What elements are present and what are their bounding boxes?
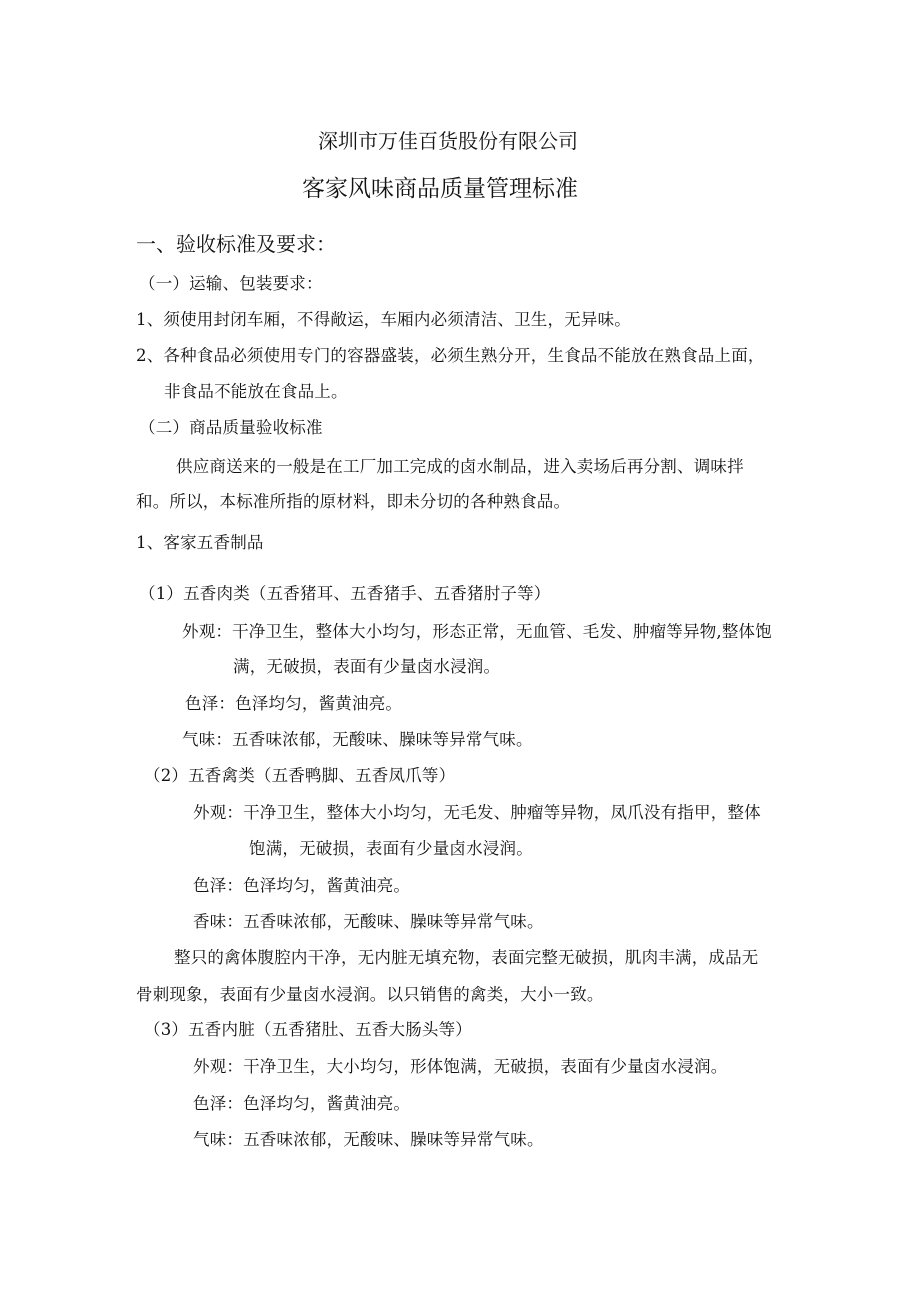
list-item-continuation: 非食品不能放在食品上。 xyxy=(164,382,348,401)
list-item: 2、各种食品必须使用专门的容器盛装，必须生熟分开，生食品不能放在熟食品上面， xyxy=(136,346,765,365)
paragraph-line: 整只的禽体腹腔内干净，无内脏无填充物，表面完整无破损，肌肉丰满，成品无 xyxy=(174,948,759,967)
appearance-line: 满，无破损，表面有少量卤水浸润。 xyxy=(233,657,501,676)
subsection-heading: （一）运输、包装要求： xyxy=(139,274,323,293)
smell-line: 气味：五香味浓郁，无酸味、臊味等异常气味。 xyxy=(193,1130,544,1149)
color-line: 色泽：色泽均匀，酱黄油亮。 xyxy=(193,1094,411,1113)
smell-line: 香味：五香味浓郁，无酸味、臊味等异常气味。 xyxy=(193,912,544,931)
paragraph-line: 供应商送来的一般是在工厂加工完成的卤水制品，进入卖场后再分割、调味拌 xyxy=(176,457,744,476)
appearance-line: 饱满，无破损，表面有少量卤水浸润。 xyxy=(249,839,533,858)
appearance-line: 外观：干净卫生，大小均匀，形体饱满，无破损，表面有少量卤水浸润。 xyxy=(193,1057,728,1076)
list-item: 1、须使用封闭车厢，不得敞运，车厢内必须清洁、卫生，无异味。 xyxy=(136,310,631,329)
document-title: 客家风味商品质量管理标准 xyxy=(302,176,578,202)
company-name: 深圳市万佳百货股份有限公司 xyxy=(318,129,578,153)
smell-line: 气味：五香味浓郁，无酸味、臊味等异常气味。 xyxy=(182,730,533,749)
subsection-heading: （二）商品质量验收标准 xyxy=(139,418,323,437)
color-line: 色泽：色泽均匀，酱黄油亮。 xyxy=(193,876,411,895)
product-heading: （3）五香内脏（五香猪肚、五香大肠头等） xyxy=(144,1020,472,1039)
product-heading: （2）五香禽类（五香鸭脚、五香凤爪等） xyxy=(144,766,456,785)
appearance-line: 外观：干净卫生，整体大小均匀，无毛发、肿瘤等异物，凤爪没有指甲，整体 xyxy=(193,803,761,822)
paragraph-line: 和。所以，本标准所指的原材料，即未分切的各种熟食品。 xyxy=(136,492,571,511)
paragraph-line: 骨刺现象，表面有少量卤水浸润。以只销售的禽类，大小一致。 xyxy=(136,985,604,1004)
color-line: 色泽：色泽均匀，酱黄油亮。 xyxy=(185,694,403,713)
product-heading: （1）五香肉类（五香猪耳、五香猪手、五香猪肘子等） xyxy=(139,584,551,603)
appearance-line: 外观：干净卫生，整体大小均匀，形态正常，无血管、毛发、肿瘤等异物,整体饱 xyxy=(182,622,772,641)
category-heading: 1、客家五香制品 xyxy=(136,533,264,552)
section-heading: 一、验收标准及要求： xyxy=(136,232,336,256)
